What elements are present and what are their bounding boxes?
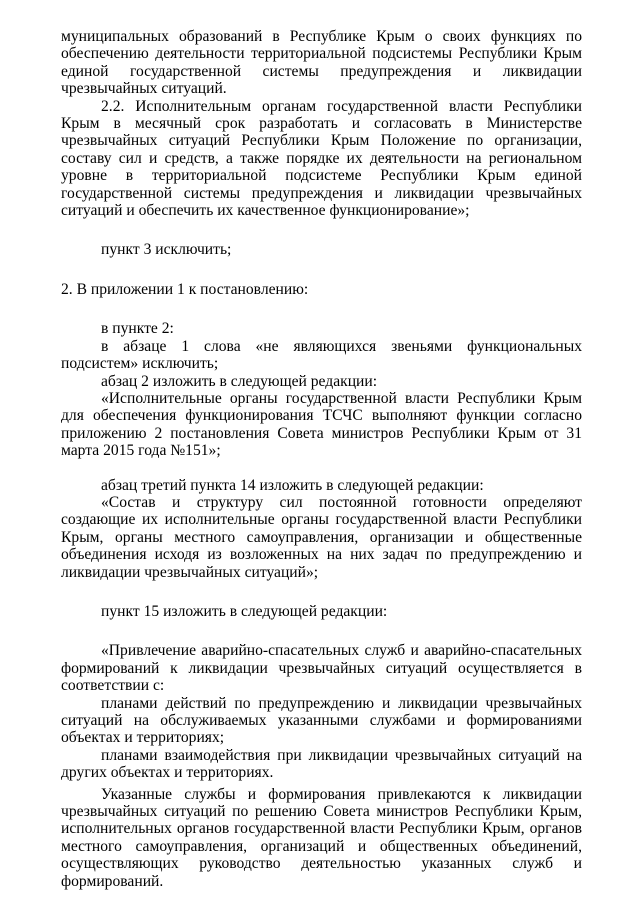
paragraph-quote-forces-composition: «Состав и структуру сил постоянной готовности определяют создающие их исполнительные органы государственной власти Республики Крым, органы местного самоуправления, организации и общественные объединения исходя из возложенных на них задач по предупреждению и ликвидации чрезвычайных ситуаций»; bbox=[61, 493, 582, 581]
paragraph-item-2-heading: в пункте 2: bbox=[101, 320, 174, 338]
paragraph-subitem-2: абзац 2 изложить в следующей редакции: bbox=[101, 372, 378, 390]
paragraph-quote-rescue-services: «Привлечение аварийно-спасательных служб и аварийно-спасательных формирований к ликвидации чрезвычайных ситуаций осуществляется в соответствии с: bbox=[61, 642, 582, 695]
paragraph-action-plans: планами действий по предупреждению и ликвидации чрезвычайных ситуаций на обслуживаемых указанными службами и формированиями объектах и территориях; bbox=[61, 694, 582, 747]
paragraph-services-involvement: Указанные службы и формирования привлекаются к ликвидации чрезвычайных ситуаций по решению Совета министров Республики Крым, исполнительных органов государственной власти Республики Крым, органов местного самоуправления, организаций и общественных объединений, осуществляющих руководство деятельностью указанных служб и формирований. bbox=[61, 785, 582, 890]
paragraph-item-14-heading: абзац третий пункта 14 изложить в следующей редакции: bbox=[101, 476, 484, 494]
paragraph-subitem-1: в абзаце 1 слова «не являющихся звеньями функциональных подсистем» исключить; bbox=[61, 337, 582, 373]
paragraph-annex-1-heading: 2. В приложении 1 к постановлению: bbox=[61, 280, 309, 298]
paragraph-item-3-removed: пункт 3 исключить; bbox=[101, 241, 232, 259]
paragraph-continuation: муниципальных образований в Республике Крым о своих функциях по обеспечению деятельности территориальной подсистемы Республики Крым единой государственной системы предупреждения и ликвидации чрезвычайных ситуаций. bbox=[61, 28, 582, 98]
paragraph-quote-executive-bodies: «Исполнительные органы государственной власти Республики Крым для обеспечения функционирования ТСЧС выполняют функции согласно приложению 2 постановления Совета министров Республики Крым от 31 марта 2015 года №151»; bbox=[61, 389, 582, 460]
paragraph-2-2: 2.2. Исполнительным органам государственной власти Республики Крым в месячный срок разработать и согласовать в Министерстве чрезвычайных ситуаций Республики Крым Положение по организации, составу сил и средств, а также порядке их деятельности на региональном уровне в территориальной подсистеме Республики Крым единой государственной системы предупреждения и ликвидации чрезвычайных ситуаций и обеспечить их качественное функционирование»; bbox=[61, 97, 582, 220]
paragraph-interaction-plans: планами взаимодействия при ликвидации чрезвычайных ситуаций на других объектах и территориях. bbox=[61, 746, 582, 782]
paragraph-item-15-heading: пункт 15 изложить в следующей редакции: bbox=[101, 602, 388, 620]
